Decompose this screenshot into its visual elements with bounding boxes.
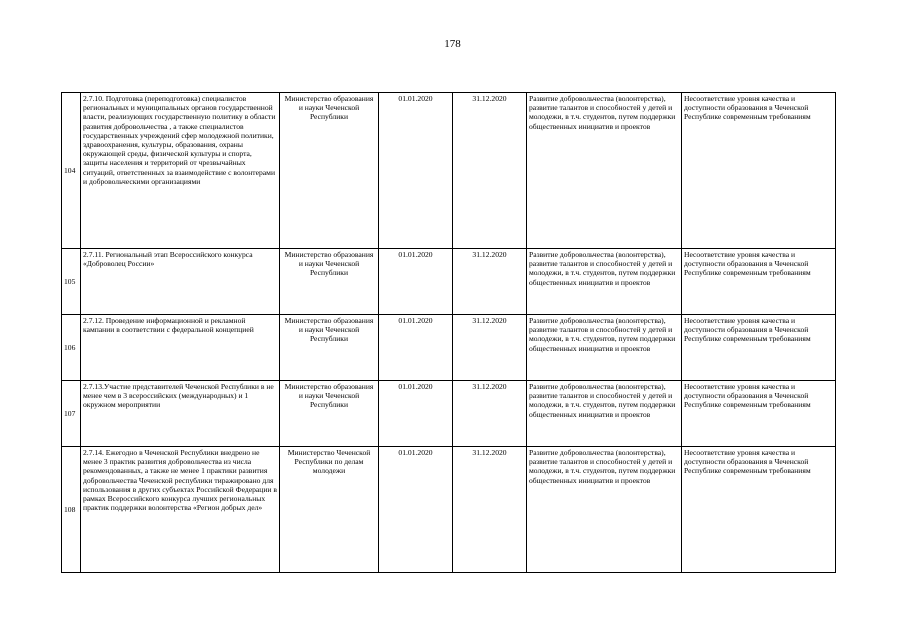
table-row [62, 381, 836, 447]
row-number: 105 [62, 249, 81, 315]
task-cell: 2.7.12. Проведение информационной и рекламной кампании в соответствии с федеральной концепцией [81, 315, 280, 381]
row-number: 108 [62, 447, 81, 573]
start-date-cell: 01.01.2020 [379, 249, 453, 315]
end-date-cell: 31.12.2020 [453, 315, 527, 381]
task-cell: 2.7.14. Ежегодно в Чеченской Республики внедрено не менее 3 практик развития добровольчества из числа рекомендованных, а также не менее 1 практики развития добровольчества Чеченской республики тиражировано для использования в других субъектах Российской Федерации в рамках Всероссийского конкурса лучших региональных практик поддержки волонтерства «Регион добрых дел» [81, 447, 280, 573]
table-row [62, 249, 836, 315]
table-row [62, 315, 836, 381]
measures-table [61, 92, 836, 573]
problem-cell: Несоответствие уровня качества и доступности образования в Чеченской Республике современным требованиям [682, 447, 836, 573]
result-cell: Развитие добровольчества (волонтерства), развитие талантов и способностей у детей и молодежи, в т.ч. студентов, путем поддержки общественных инициатив и проектов [527, 249, 682, 315]
executor-cell: Министерство образования и науки Чеченской Республики [280, 249, 379, 315]
result-cell: Развитие добровольчества (волонтерства), развитие талантов и способностей у детей и молодежи, в т.ч. студентов, путем поддержки общественных инициатив и проектов [527, 315, 682, 381]
table-row [62, 447, 836, 573]
executor-cell: Министерство образования и науки Чеченской Республики [280, 381, 379, 447]
end-date-cell: 31.12.2020 [453, 249, 527, 315]
end-date-cell: 31.12.2020 [453, 381, 527, 447]
task-cell: 2.7.10. Подготовка (переподготовка) специалистов региональных и муниципальных органов государственной власти, реализующих государственную политику в области развития добровольчества , а также специалистов государственных учреждений сфер молодежной политики, здравоохранения, культуры, образования, охраны окружающей среды, физической культуры и спорта, защиты населения и территорий от чрезвычайных ситуаций, ответственных за взаимодействие с волонтерами и добровольческими организациями [81, 93, 280, 249]
executor-cell: Министерство образования и науки Чеченской Республики [280, 93, 379, 249]
problem-cell: Несоответствие уровня качества и доступности образования в Чеченской Республике современным требованиям [682, 93, 836, 249]
problem-cell: Несоответствие уровня качества и доступности образования в Чеченской Республике современным требованиям [682, 315, 836, 381]
result-cell: Развитие добровольчества (волонтерства), развитие талантов и способностей у детей и молодежи, в т.ч. студентов, путем поддержки общественных инициатив и проектов [527, 93, 682, 249]
start-date-cell: 01.01.2020 [379, 315, 453, 381]
result-cell: Развитие добровольчества (волонтерства), развитие талантов и способностей у детей и молодежи, в т.ч. студентов, путем поддержки общественных инициатив и проектов [527, 381, 682, 447]
row-number: 104 [62, 93, 81, 249]
problem-cell: Несоответствие уровня качества и доступности образования в Чеченской Республике современным требованиям [682, 381, 836, 447]
end-date-cell: 31.12.2020 [453, 93, 527, 249]
task-cell: 2.7.13.Участие представителей Чеченской Республики в не менее чем в 3 всероссийских (международных) и 1 окружном мероприятии [81, 381, 280, 447]
end-date-cell: 31.12.2020 [453, 447, 527, 573]
problem-cell: Несоответствие уровня качества и доступности образования в Чеченской Республике современным требованиям [682, 249, 836, 315]
start-date-cell: 01.01.2020 [379, 381, 453, 447]
page-number: 178 [444, 38, 461, 50]
executor-cell: Министерство образования и науки Чеченской Республики [280, 315, 379, 381]
start-date-cell: 01.01.2020 [379, 93, 453, 249]
result-cell: Развитие добровольчества (волонтерства), развитие талантов и способностей у детей и молодежи, в т.ч. студентов, путем поддержки общественных инициатив и проектов [527, 447, 682, 573]
task-cell: 2.7.11. Региональный этап Всероссийского конкурса «Доброволец России» [81, 249, 280, 315]
start-date-cell: 01.01.2020 [379, 447, 453, 573]
row-number: 107 [62, 381, 81, 447]
table-row [62, 93, 836, 249]
executor-cell: Министерство Чеченской Республики по делам молодежи [280, 447, 379, 573]
row-number: 106 [62, 315, 81, 381]
